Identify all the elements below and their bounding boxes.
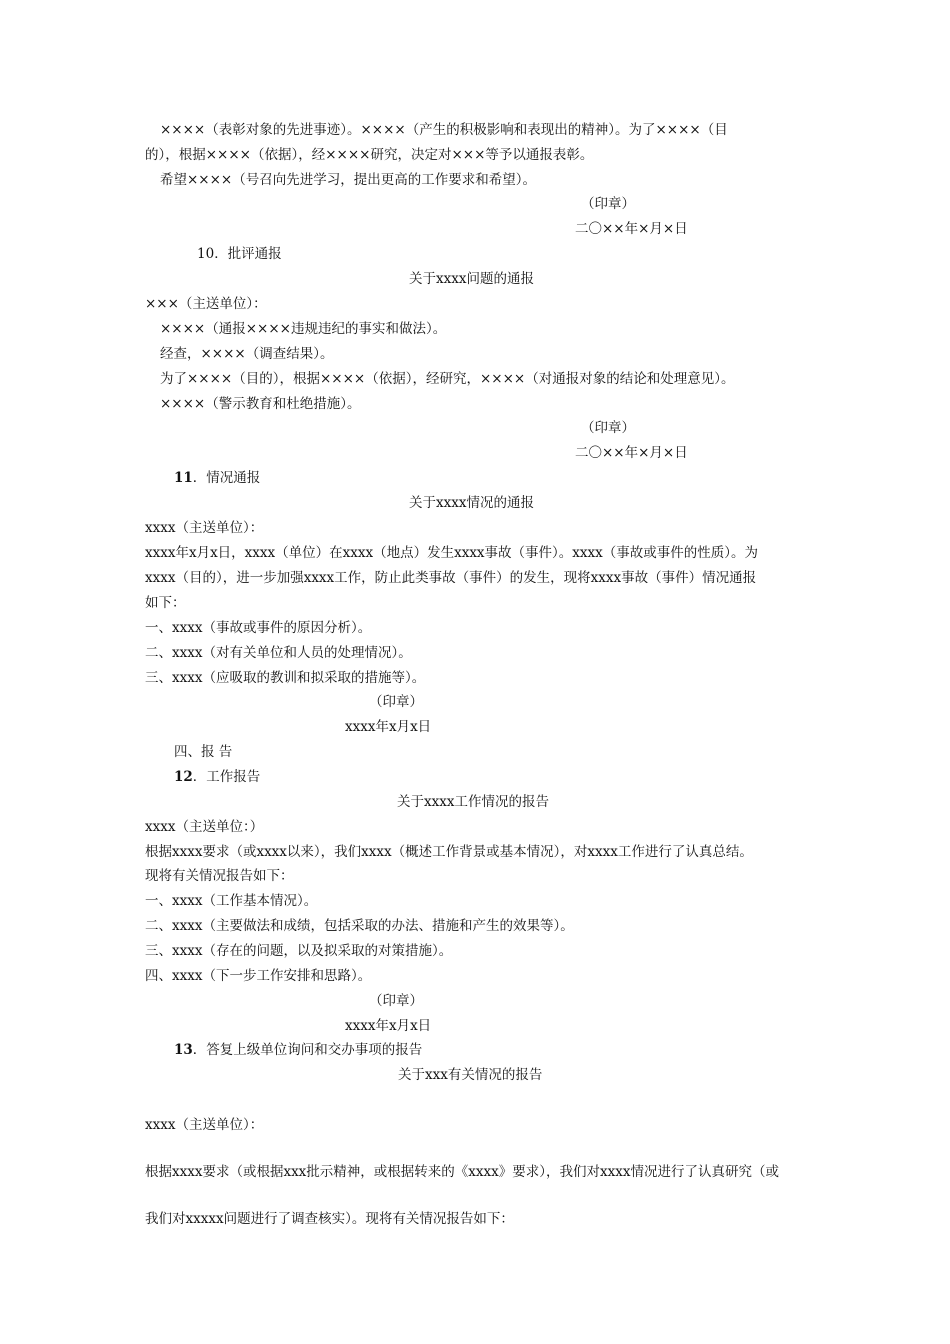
situation-paragraph-line-2: xxxx（目的），进一步加强xxxx工作，防止此类事故（事件）的发生，现将xxxx事故（事件）情况通报 — [145, 570, 757, 586]
situation-addressee: xxxx（主送单位）： — [145, 520, 264, 536]
work-report-item-1: 一、xxxx（工作基本情况）。 — [145, 893, 318, 909]
section-13-heading — [174, 1040, 422, 1060]
work-report-date: xxxx年x月x日 — [345, 1018, 432, 1034]
situation-seal: （印章） — [369, 694, 423, 710]
section-10-heading — [197, 244, 282, 264]
situation-paragraph-line-1: xxxx年x月x日，xxxx（单位）在xxxx（地点）发生xxxx事故（事件）。xxxx（事故或事件的性质）。为 — [145, 545, 758, 561]
section-10-title: ．批评通报 — [214, 246, 282, 262]
criticism-paragraph-3: 为了××××（目的），根据××××（依据），经研究，××××（对通报对象的结论和处理意见）。 — [160, 371, 735, 387]
section-12-number: 12 — [174, 769, 193, 785]
section-11-title: ．情况通报 — [192, 470, 261, 486]
situation-date: xxxx年x月x日 — [345, 719, 432, 735]
work-report-paragraph-line-2: 现将有关情况报告如下： — [145, 868, 294, 884]
section-13-number: 13 — [174, 1042, 193, 1058]
criticism-paragraph-2: 经查，××××（调查结果）。 — [160, 346, 334, 362]
section-12-heading — [174, 767, 260, 787]
commendation-hope-line: 希望××××（号召向先进学习，提出更高的工作要求和希望）。 — [160, 172, 536, 188]
section-10-number: 10 — [197, 246, 215, 262]
work-report-item-2: 二、xxxx（主要做法和成绩，包括采取的办法、措施和产生的效果等）。 — [145, 918, 574, 934]
situation-item-1: 一、xxxx（事故或事件的原因分析）。 — [145, 620, 372, 636]
work-report-paragraph-line-1: 根据xxxx要求（或xxxx以来），我们xxxx（概述工作背景或基本情况），对xxxx工作进行了认真总结。 — [145, 844, 753, 860]
section-13-title: ．答复上级单位询问和交办事项的报告 — [192, 1042, 423, 1058]
commendation-paragraph-line-1: ××××（表彰对象的先进事迹）。××××（产生的积极影响和表现出的精神）。为了××××（目 — [160, 122, 728, 138]
work-report-item-4: 四、xxxx（下一步工作安排和思路）。 — [145, 968, 372, 984]
section-4-heading: 四、报 告 — [174, 744, 233, 760]
criticism-paragraph-1: ××××（通报××××违规违纪的事实和做法）。 — [160, 321, 447, 337]
situation-item-3: 三、xxxx（应吸取的教训和拟采取的措施等）。 — [145, 670, 426, 686]
reply-report-addressee: xxxx（主送单位）： — [145, 1117, 264, 1133]
criticism-paragraph-4: ××××（警示教育和杜绝措施）。 — [160, 396, 361, 412]
situation-paragraph-line-3: 如下： — [145, 595, 186, 611]
commendation-seal: （印章） — [581, 196, 635, 212]
criticism-addressee: ×××（主送单位）： — [145, 296, 267, 312]
work-report-seal: （印章） — [369, 993, 423, 1009]
commendation-paragraph-line-2: 的），根据××××（依据），经××××研究，决定对×××等予以通报表彰。 — [145, 147, 594, 163]
section-12-title: ．工作报告 — [192, 769, 261, 785]
work-report-item-3: 三、xxxx（存在的问题，以及拟采取的对策措施）。 — [145, 943, 453, 959]
situation-notice-title: 关于xxxx情况的通报 — [409, 495, 534, 511]
section-11-heading — [174, 468, 260, 488]
section-11-number: 11 — [174, 470, 193, 486]
situation-item-2: 二、xxxx（对有关单位和人员的处理情况）。 — [145, 645, 412, 661]
commendation-date: 二〇××年×月×日 — [575, 221, 688, 237]
work-report-title: 关于xxxx工作情况的报告 — [397, 794, 549, 810]
reply-report-paragraph-line-2: 我们对xxxxx问题进行了调查核实）。现将有关情况报告如下： — [145, 1211, 514, 1227]
reply-report-paragraph-line-1: 根据xxxx要求（或根据xxx批示精神，或根据转来的《xxxx》要求），我们对xxxx情况进行了认真研究（或 — [145, 1164, 779, 1180]
reply-report-title: 关于xxx有关情况的报告 — [398, 1067, 543, 1083]
criticism-notice-title: 关于xxxx问题的通报 — [409, 271, 534, 287]
criticism-date: 二〇××年×月×日 — [575, 445, 688, 461]
criticism-seal: （印章） — [581, 420, 635, 436]
work-report-addressee: xxxx（主送单位：） — [145, 819, 264, 835]
